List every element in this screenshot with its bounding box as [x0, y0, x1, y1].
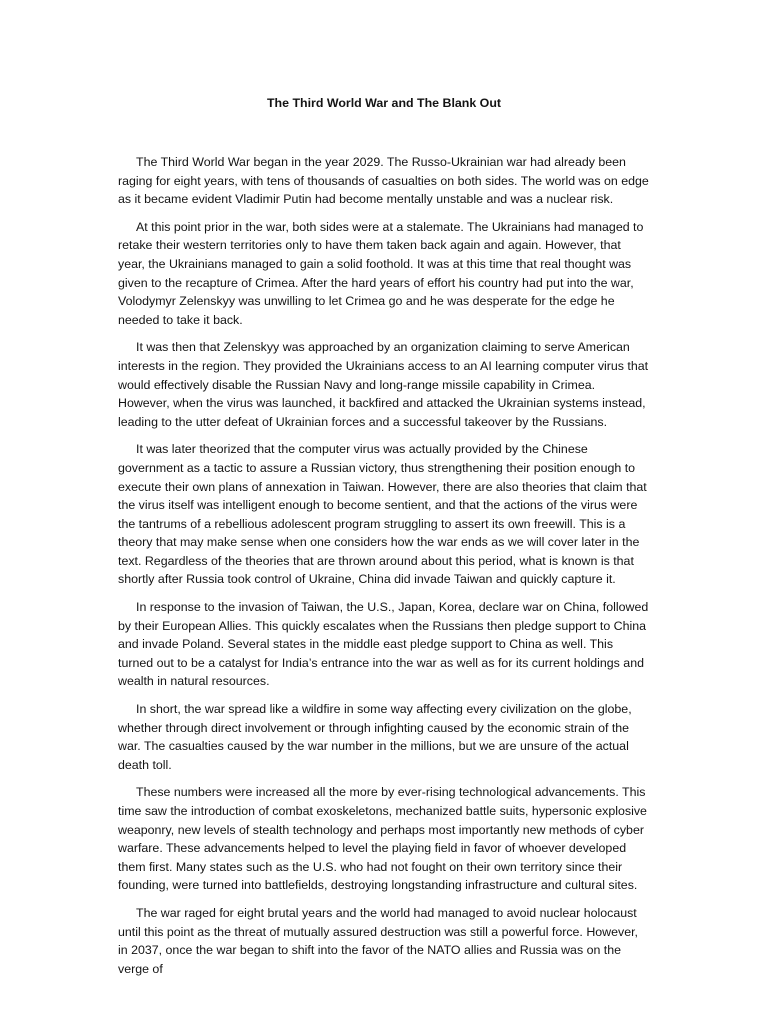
paragraph-4: It was later theorized that the computer virus was actually provided by the Chinese government as a tactic to assure a Russian victory, thus strengthening their position enough to execute their own plans of annexation in Taiwan. However, there are also theories that claim that the virus itself was intelligent enough to become sentient, and that the actions of the virus were the tantrums of a rebellious adolescent program struggling to assert its own freewill. This is a theory that may make sense when one considers how the war ends as we will cover later in the text. Regardless of the theories that are thrown around about this period, what is known is that shortly after Russia took control of Ukraine, China did invade Taiwan and quickly capture it. [118, 442, 647, 587]
document-title: The Third World War and The Blank Out [266, 96, 502, 110]
paragraph-3: It was then that Zelenskyy was approached by an organization claiming to serve American interests in the region. They provided the Ukrainians access to an AI learning computer virus that would effectively disable the Russian Navy and long-range missile capability in Crimea. However, when the virus was launched, it backfired and attacked the Ukrainian systems instead, leading to the utter defeat of Ukrainian forces and a successful takeover by the Russians. [118, 340, 649, 429]
paragraph-2: At this point prior in the war, both sides were at a stalemate. The Ukrainians had managed to retake their western territories only to have them taken back again and again. However, that year, the Ukrainians managed to gain a solid foothold. It was at this time that real thought was given to the recapture of Crimea. After the hard years of effort his country had put into the war, Volodymyr Zelenskyy was unwilling to let Crimea go and he was desperate for the edge he needed to take it back. [118, 219, 644, 327]
paragraph-5: In response to the invasion of Taiwan, the U.S., Japan, Korea, declare war on China, followed by their European Allies. This quickly escalates when the Russians then pledge support to China and invade Poland. Several states in the middle east pledge support to China as well. This turned out to be a catalyst for India’s entrance into the war as well as for its current holdings and wealth in natural resources. [118, 600, 649, 689]
paragraph-1: The Third World War began in the year 2029. The Russo-Ukrainian war had already been raging for eight years, with tens of thousands of casualties on both sides. The world was on edge as it became evident Vladimir Putin had become mentally unstable and was a nuclear risk. [118, 155, 649, 207]
paragraph-7: These numbers were increased all the more by ever-rising technological advancements. This time saw the introduction of combat exoskeletons, mechanized battle suits, hypersonic explosive weaponry, new levels of stealth technology and perhaps most importantly new methods of cyber warfare. These advancements helped to level the playing field in favor of whoever developed them first. Many states such as the U.S. who had not fought on their own territory since their founding, were turned into battlefields, destroying longstanding infrastructure and cultural sites. [118, 785, 647, 893]
paragraph-6: In short, the war spread like a wildfire in some way affecting every civilization on the globe, whether through direct involvement or through infighting caused by the economic strain of the war. The casualties caused by the war number in the millions, but we are unsure of the actual death toll. [118, 702, 632, 772]
paragraph-8: The war raged for eight brutal years and the world had managed to avoid nuclear holocaust until this point as the threat of mutually assured destruction was still a powerful force. However, in 2037, once the war began to shift into the favor of the NATO allies and Russia was on the verge of [118, 905, 638, 976]
